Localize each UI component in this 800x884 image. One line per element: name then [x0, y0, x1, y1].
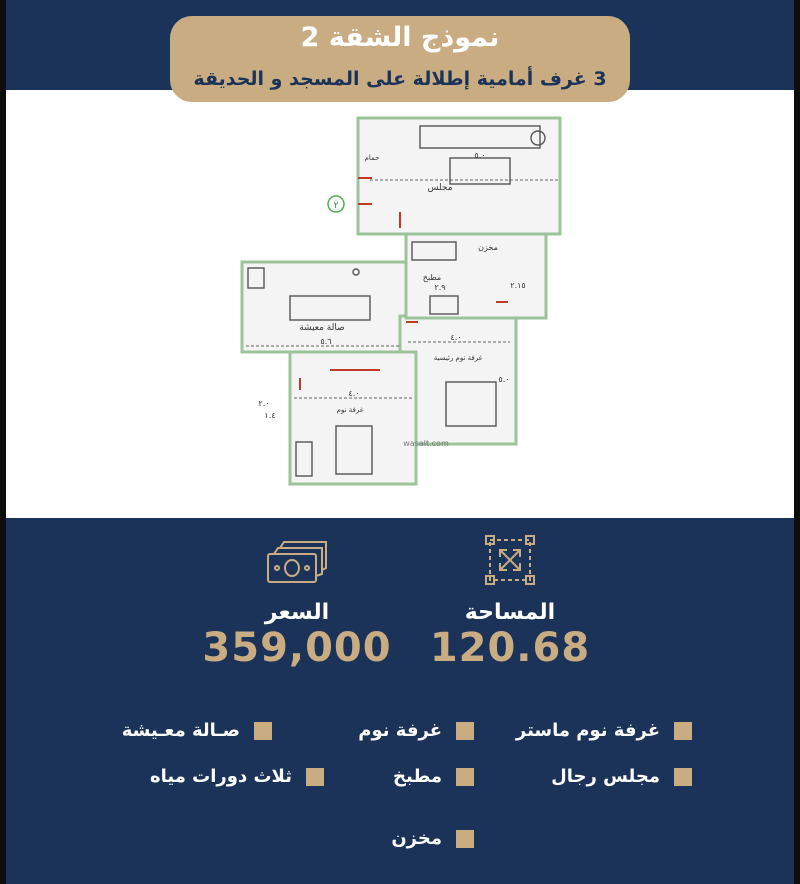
- room-label-master-bedroom: غرفة نوم رئيسية: [433, 354, 483, 362]
- bullet-square-icon: [254, 722, 272, 740]
- feature-label: غرفة نوم: [358, 720, 442, 741]
- title-banner: [170, 16, 630, 102]
- feature-item: [393, 766, 474, 787]
- feature-label: مجلس رجال: [551, 766, 660, 787]
- bullet-square-icon: [674, 768, 692, 786]
- dimension-label: ٤.٠: [348, 389, 360, 398]
- page-subtitle: 3 غرف أمامية إطلالة على المسجد و الحديقة: [193, 68, 607, 90]
- feature-item: [516, 720, 692, 741]
- room-label-storage: مخزن: [478, 243, 498, 252]
- area-value: 120.68: [429, 625, 591, 671]
- dimension-label: ٤.٠: [450, 333, 462, 342]
- page-title: نموذج الشقة 2: [300, 22, 500, 53]
- price-value: 359,000: [202, 625, 392, 671]
- dimension-label: ٥.٦: [320, 337, 332, 346]
- bullet-square-icon: [456, 768, 474, 786]
- feature-item: [122, 720, 272, 741]
- price-label: السعر: [264, 600, 330, 625]
- feature-label: ثلاث دورات مياه: [150, 766, 292, 787]
- watermark: wasalt.com: [403, 439, 449, 448]
- feature-item: [551, 766, 692, 787]
- area-expand-icon: [484, 534, 536, 586]
- feature-label: مخزن: [391, 828, 442, 849]
- money-bills-icon: [264, 536, 328, 588]
- room-label-bedroom: غرفة نوم: [336, 406, 364, 414]
- floor-plan: [240, 116, 570, 486]
- area-stat: [420, 600, 600, 671]
- feature-label: صـالة معـيشة: [121, 720, 240, 741]
- room-label-kitchen: مطبخ: [422, 273, 442, 282]
- unit-marker-icon: [328, 196, 344, 212]
- dimension-label: ١.٤: [264, 411, 276, 420]
- page-frame: [6, 0, 794, 884]
- area-label: المساحة: [464, 600, 556, 625]
- bullet-square-icon: [456, 830, 474, 848]
- svg-text:٢: ٢: [333, 201, 339, 211]
- feature-item: [358, 720, 474, 741]
- feature-item: [391, 828, 474, 849]
- feature-label: مطبخ: [393, 766, 442, 787]
- feature-item: [150, 766, 324, 787]
- bullet-square-icon: [306, 768, 324, 786]
- room-label-bathroom: حمام: [364, 154, 380, 162]
- price-stat: [202, 600, 392, 671]
- bullet-square-icon: [456, 722, 474, 740]
- bullet-square-icon: [674, 722, 692, 740]
- dimension-label: ٥.٠: [498, 375, 510, 384]
- dimension-label: ٢.٩: [434, 283, 446, 292]
- feature-label: غرفة نوم ماستر: [515, 720, 660, 741]
- dimension-label: ٥.٠: [474, 151, 486, 160]
- room-label-majlis: مجلس: [427, 183, 453, 193]
- dimension-label: ٢.١٥: [510, 281, 526, 290]
- dimension-label: ٢.٠: [258, 399, 270, 408]
- room-label-living: صالة معيشة: [299, 323, 345, 333]
